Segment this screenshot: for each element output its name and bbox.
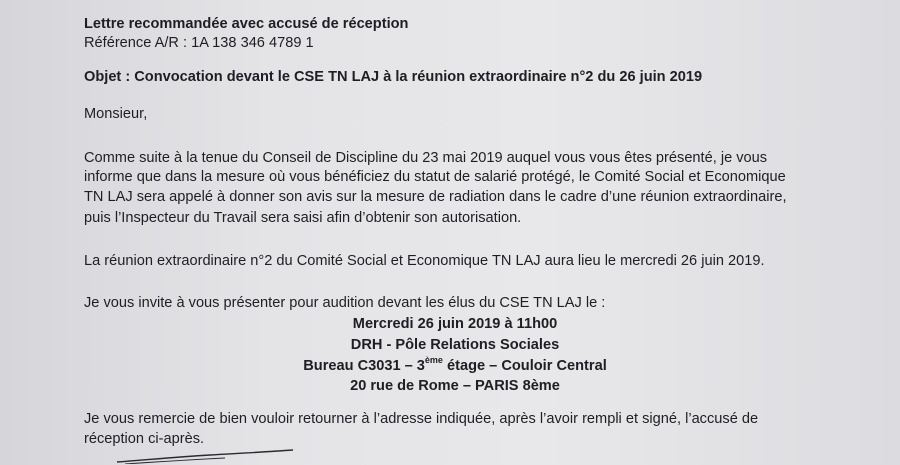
- paragraph-1-line-4: puis l’Inspecteur du Travail sera saisi afin d’obtenir son autorisation.: [84, 210, 522, 226]
- subject-line: Objet : Convocation devant le CSE TN LAJ à la réunion extraordinaire n°2 du 26 juin 2019: [84, 69, 703, 85]
- closing-line-2: réception ci-après.: [84, 431, 205, 447]
- signature-stroke: [115, 448, 295, 464]
- delivery-method: Lettre recommandée avec accusé de réception: [84, 16, 409, 32]
- greeting: Monsieur,: [84, 106, 148, 122]
- appointment-address: 20 rue de Rome – PARIS 8ème: [350, 378, 560, 394]
- appointment-date-time: Mercredi 26 juin 2019 à 11h00: [352, 316, 558, 332]
- meeting-announcement: La réunion extraordinaire n°2 du Comité Social et Economique TN LAJ aura lieu le mercredi 26 juin 2019.: [84, 253, 765, 269]
- paragraph-1-line-2: informe que dans la mesure où vous bénéficiez du statut de salarié protégé, le Comité Social et Economique: [84, 169, 786, 185]
- appointment-office: [300, 355, 610, 375]
- invitation-line: Je vous invite à vous présenter pour audition devant les élus du CSE TN LAJ le :: [84, 295, 606, 311]
- office-prefix: Bureau C3031 – 3: [303, 358, 425, 374]
- paragraph-1-line-1: Comme suite à la tenue du Conseil de Discipline du 23 mai 2019 auquel vous vous êtes présenté, je vous: [84, 150, 768, 166]
- appointment-department: DRH - Pôle Relations Sociales: [350, 337, 560, 353]
- reference-number: Référence A/R : 1A 138 346 4789 1: [84, 35, 314, 51]
- paragraph-1-line-3: TN LAJ sera appelé à donner son avis sur la mesure de radiation dans le cadre d’une réunion extraordinaire,: [84, 189, 787, 205]
- office-floor-suffix: ème: [424, 355, 443, 366]
- office-suffix: étage – Couloir Central: [442, 358, 607, 374]
- closing-line-1: Je vous remercie de bien vouloir retourner à l’adresse indiquée, après l’avoir rempli et signé, l’accusé de: [84, 411, 759, 427]
